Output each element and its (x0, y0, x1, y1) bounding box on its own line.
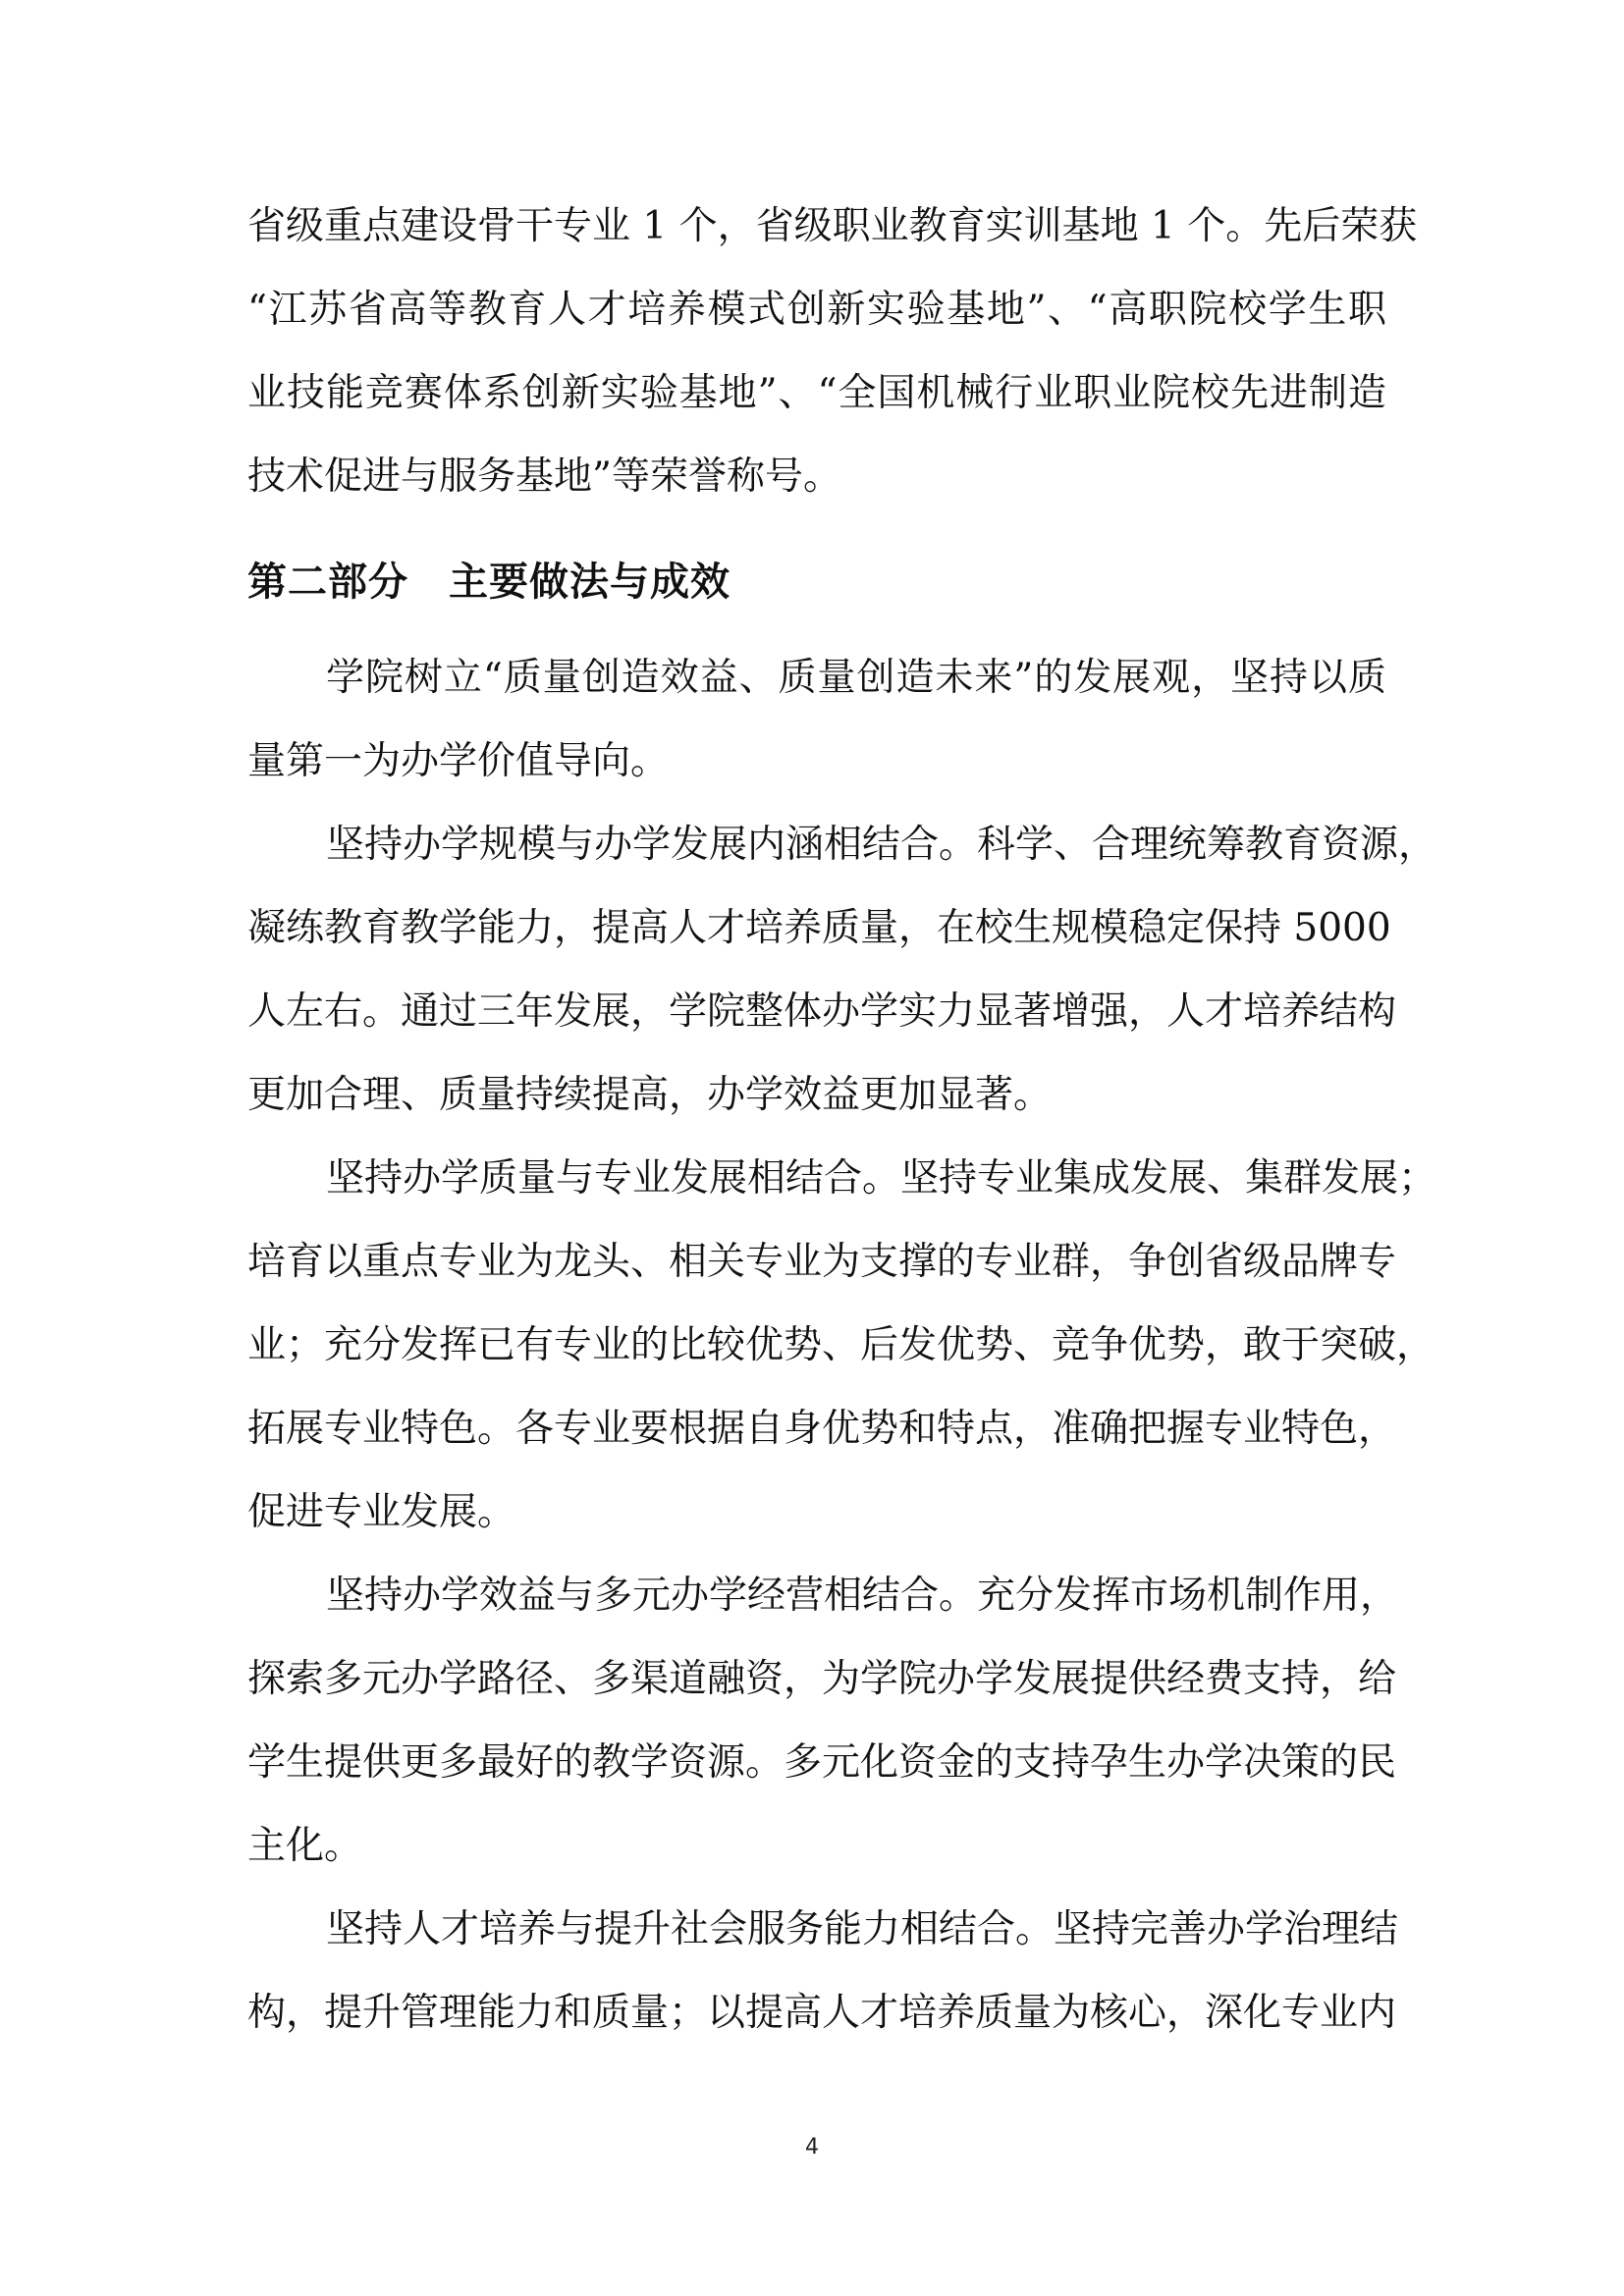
paragraph-line: 业；充分发挥已有专业的比较优势、后发优势、竞争优势，敢于突破， (247, 1323, 1435, 1367)
paragraph-benefit-and-operation (247, 1554, 1399, 1888)
paragraph-line: 坚持办学效益与多元办学经营相结合。充分发挥市场机制作用， (326, 1574, 1399, 1618)
section-heading: 第二部分 主要做法与成效 (247, 560, 731, 605)
intro-line: 省级重点建设骨干专业 1 个，省级职业教育实训基地 1 个。先后荣获 (247, 204, 1418, 248)
paragraph-line: 坚持办学规模与办学发展内涵相结合。科学、合理统筹教育资源， (326, 823, 1437, 867)
paragraph-line: 坚持办学质量与专业发展相结合。坚持专业集成发展、集群发展； (326, 1156, 1437, 1201)
paragraph-line: 促进专业发展。 (247, 1490, 516, 1534)
paragraph-development-view (247, 636, 1386, 803)
paragraph-scale-and-connotation (247, 803, 1437, 1137)
paragraph-line: 培育以重点专业为龙头、相关专业为支撑的专业群，争创省级品牌专 (247, 1240, 1397, 1284)
paragraph-line: 拓展专业特色。各专业要根据自身优势和特点，准确把握专业特色， (247, 1407, 1397, 1451)
paragraph-line: 探索多元办学路径、多渠道融资，为学院办学发展提供经费支持，给 (247, 1657, 1397, 1701)
paragraph-line: 构，提升管理能力和质量；以提高人才培养质量为核心，深化专业内 (247, 1991, 1397, 2035)
intro-paragraph (247, 185, 1418, 518)
paragraph-line: 更加合理、质量持续提高，办学效益更加显著。 (247, 1073, 1053, 1117)
document-page (247, 185, 1437, 2055)
paragraph-line: 坚持人才培养与提升社会服务能力相结合。坚持完善办学治理结 (326, 1907, 1399, 1951)
paragraph-quality-and-majors (247, 1137, 1437, 1554)
intro-line: 业技能竞赛体系创新实验基地”、“全国机械行业职业院校先进制造 (247, 371, 1386, 415)
paragraph-line: 量第一为办学价值导向。 (247, 739, 670, 783)
intro-line: 技术促进与服务基地”等荣誉称号。 (247, 454, 841, 499)
paragraph-line: 凝练教育教学能力，提高人才培养质量，在校生规模稳定保持 5000 (247, 906, 1391, 950)
paragraph-line: 学生提供更多最好的教学资源。多元化资金的支持孕生办学决策的民 (247, 1740, 1397, 1785)
page-number: 4 (805, 2135, 819, 2160)
paragraph-line: 人左右。通过三年发展，学院整体办学实力显著增强，人才培养结构 (247, 989, 1397, 1034)
paragraph-line: 主化。 (247, 1824, 363, 1868)
paragraph-talent-and-service (247, 1888, 1399, 2055)
paragraph-line: 学院树立“质量创造效益、质量创造未来”的发展观，坚持以质 (326, 656, 1386, 700)
intro-line: “江苏省高等教育人才培养模式创新实验基地”、“高职院校学生职 (247, 288, 1386, 332)
